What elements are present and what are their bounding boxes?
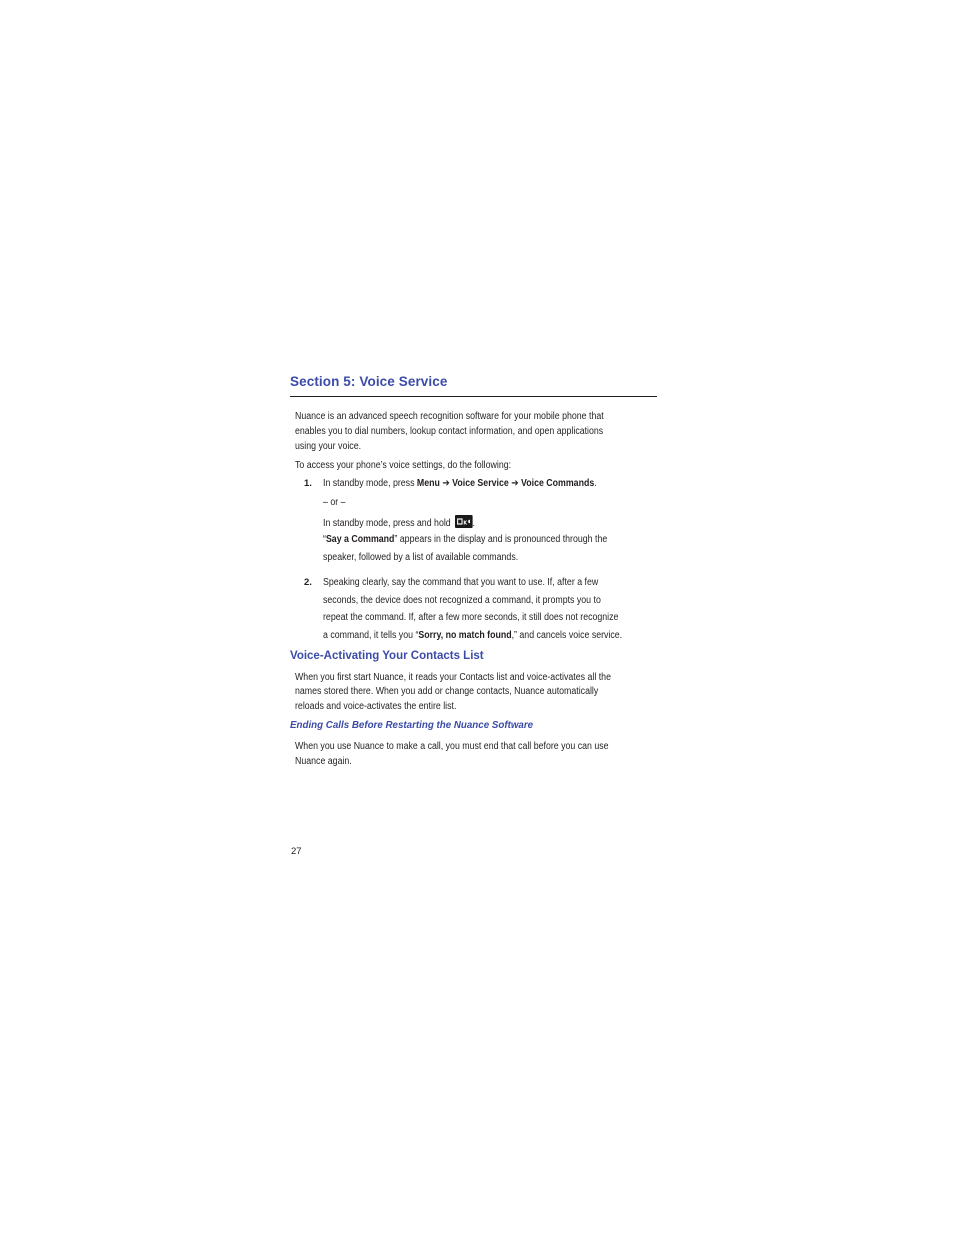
contacts-line-3: reloads and voice-activates the entire list. — [295, 701, 457, 712]
step-1-pre: In standby mode, press — [323, 478, 417, 489]
step-1-text — [323, 476, 597, 491]
ok-voice-key-icon — [455, 515, 473, 528]
arrow-1: ➔ — [439, 478, 453, 489]
section-title: Section 5: Voice Service — [290, 374, 448, 389]
contacts-line-2: names stored there. When you add or change contacts, Nuance automatically — [295, 686, 599, 697]
say-command-rest: ” appears in the display and is pronounced through the — [394, 534, 608, 545]
step-2-last-pre: a command, it tells you “ — [323, 630, 419, 641]
step-2-line-1: Speaking clearly, say the command that you want to use. If, after a few — [323, 577, 599, 588]
step-1-hold-text — [323, 515, 475, 531]
contacts-line-1: When you first start Nuance, it reads your Contacts list and voice-activates all the — [295, 672, 611, 683]
section-divider — [290, 396, 657, 397]
step-1-number: 1. — [304, 478, 312, 489]
step-2-number: 2. — [304, 577, 312, 588]
say-command-line-1 — [323, 532, 607, 547]
page-number: 27 — [291, 846, 302, 857]
contacts-heading: Voice-Activating Your Contacts List — [290, 650, 484, 662]
intro-line-3: using your voice. — [295, 441, 362, 452]
hold-end: . — [472, 518, 475, 529]
ending-line-1: When you use Nuance to make a call, you must end that call before you can use — [295, 741, 609, 752]
sorry-message: Sorry, no match found — [418, 630, 512, 641]
ending-line-2: Nuance again. — [295, 756, 352, 767]
ending-calls-heading: Ending Calls Before Restarting the Nuance Software — [290, 719, 534, 731]
or-separator: – or – — [323, 497, 346, 508]
intro-line-1: Nuance is an advanced speech recognition software for your mobile phone that — [295, 411, 604, 422]
step-2-last-post: ,” and cancels voice service. — [511, 630, 623, 641]
arrow-2: ➔ — [508, 478, 522, 489]
quote-open: “ — [323, 534, 326, 545]
say-command-line-2: speaker, followed by a list of available commands. — [323, 552, 519, 563]
access-instruction: To access your phone’s voice settings, do the following: — [295, 460, 512, 471]
say-a-command-label: Say a Command — [325, 534, 395, 545]
hold-text: In standby mode, press and hold — [323, 518, 454, 529]
step-2-line-3: repeat the command. If, after a few more seconds, it still does not recognize — [323, 612, 619, 623]
menu-label: Menu — [416, 478, 440, 489]
svg-text:K: K — [463, 520, 468, 527]
step-2-line-2: seconds, the device does not recognized a command, it prompts you to — [323, 595, 601, 606]
intro-line-2: enables you to dial numbers, lookup contact information, and open applications — [295, 426, 604, 437]
step-2-line-4 — [323, 628, 622, 643]
voice-commands-label: Voice Commands — [521, 478, 595, 489]
voice-service-label: Voice Service — [452, 478, 509, 489]
step-1-end: . — [594, 478, 597, 489]
